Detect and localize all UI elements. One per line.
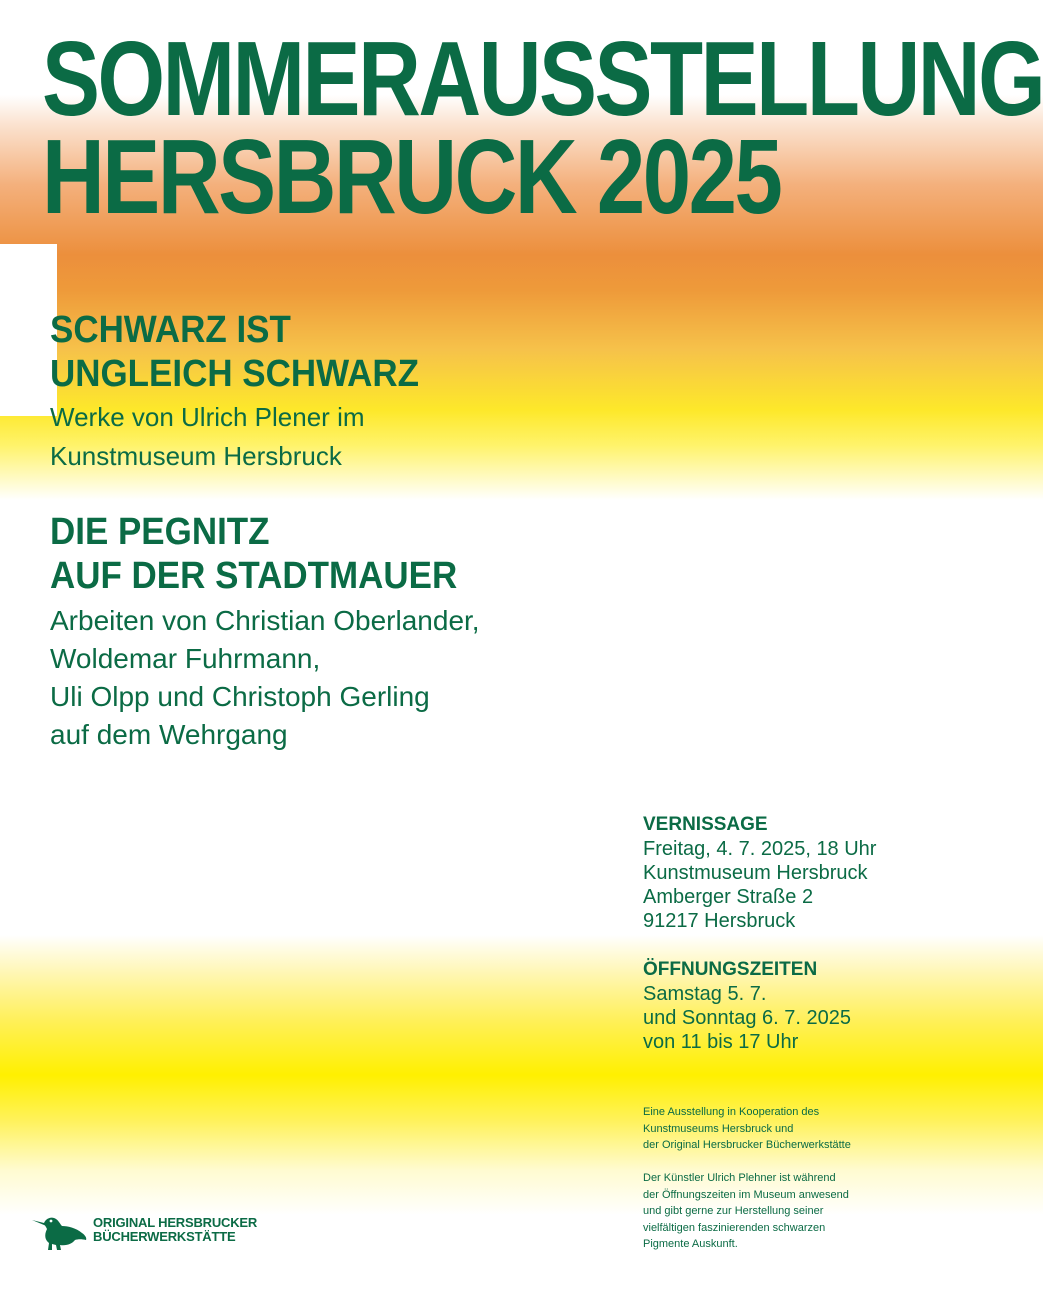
cooperation-note	[643, 1104, 851, 1154]
section-heading	[50, 308, 419, 396]
vernissage-city: 91217 Hersbruck	[643, 910, 796, 932]
vernissage-venue: Kunstmuseum Hersbruck	[643, 862, 868, 884]
logo-line-1: ORIGINAL HERSBRUCKER	[93, 1215, 258, 1230]
section-heading	[50, 510, 457, 598]
subtitle-line-4: auf dem Wehrgang	[50, 719, 288, 750]
vernissage-label: VERNISSAGE	[643, 814, 768, 835]
vernissage-date: Freitag, 4. 7. 2025, 18 Uhr	[643, 838, 877, 860]
opening-hours-line-1: Samstag 5. 7.	[643, 983, 767, 1005]
subtitle-line-2: Woldemar Fuhrmann,	[50, 643, 321, 674]
section-subtitle	[50, 602, 493, 754]
section-schwarz	[50, 308, 451, 476]
bookbindery-logo	[30, 1208, 257, 1252]
opening-hours-block	[643, 958, 851, 1054]
note-line: Pigmente Auskunft.	[643, 1238, 738, 1250]
note-line: der Original Hersbrucker Bücherwerkstätte	[643, 1139, 851, 1151]
heading-line-1: SCHWARZ IST	[50, 309, 291, 351]
title-line-2: HERSBRUCK 2025	[42, 118, 781, 236]
heading-line-2: UNGLEICH SCHWARZ	[50, 353, 420, 395]
note-line: Kunstmuseums Hersbruck und	[643, 1122, 794, 1135]
opening-hours-line-2: und Sonntag 6. 7. 2025	[643, 1007, 851, 1029]
heading-line-1: DIE PEGNITZ	[50, 511, 270, 553]
vernissage-block	[643, 813, 876, 933]
note-line: und gibt gerne zur Herstellung seiner	[643, 1205, 824, 1217]
subtitle-line-1: Arbeiten von Christian Oberlander,	[50, 605, 480, 636]
subtitle-line-1: Werke von Ulrich Plener im	[50, 402, 365, 432]
note-line: Eine Ausstellung in Kooperation des	[643, 1106, 820, 1118]
bird-icon	[30, 1208, 88, 1252]
subtitle-line-2: Kunstmuseum Hersbruck	[50, 441, 342, 471]
logo-text	[93, 1216, 257, 1244]
opening-hours-label: ÖFFNUNGSZEITEN	[643, 959, 818, 980]
white-notch	[0, 244, 57, 416]
opening-hours-line-3: von 11 bis 17 Uhr	[643, 1031, 799, 1053]
artist-note	[643, 1170, 849, 1253]
title-line-1: SOMMERAUSSTELLUNG	[42, 20, 1043, 138]
heading-line-2: AUF DER STADTMAUER	[50, 555, 458, 597]
note-line: der Öffnungszeiten im Museum anwesend	[643, 1188, 849, 1201]
section-pegnitz	[50, 510, 493, 754]
poster-title	[42, 20, 1043, 236]
note-line: Der Künstler Ulrich Plehner ist während	[643, 1172, 836, 1184]
note-line: vielfältigen faszinierenden schwarzen	[643, 1221, 826, 1234]
section-subtitle	[50, 398, 451, 476]
subtitle-line-3: Uli Olpp und Christoph Gerling	[50, 681, 430, 712]
vernissage-street: Amberger Straße 2	[643, 886, 814, 908]
logo-line-2: BÜCHERWERKSTÄTTE	[93, 1229, 236, 1244]
